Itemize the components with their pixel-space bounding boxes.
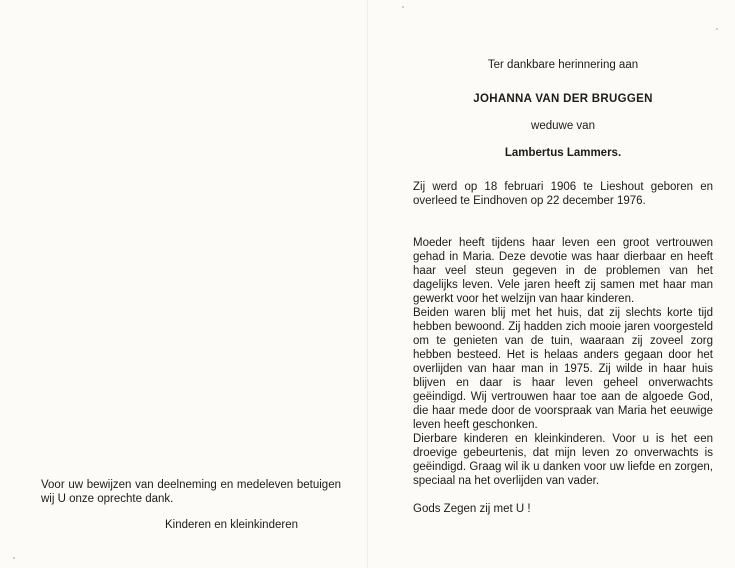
birth-death-text: Zij werd op 18 februari 1906 te Lieshout geboren en overleed te Eindhoven op 22 december 1976. [413, 181, 713, 207]
signature: Kinderen en kleinkinderen [165, 519, 298, 531]
bio-paragraph: Dierbare kinderen en kleinkinderen. Voor u is het een droevige gebeurtenis, dat mijn leven zo onverwachts is geëindigd. Graag wil ik u danken voor uw liefde en zorgen, speciaal na het overlijden van vader. [413, 433, 713, 487]
deceased-name: JOHANNA VAN DER BRUGGEN [473, 93, 653, 105]
paper-speck [402, 6, 404, 8]
intro-text: Ter dankbare herinnering aan [487, 59, 639, 71]
paper-speck [716, 28, 718, 30]
card-fold [367, 0, 368, 568]
left-panel [41, 478, 341, 532]
husband-name: Lambertus Lammers. [504, 147, 622, 159]
widow-text: weduwe van [531, 120, 595, 132]
bio-paragraph: Beiden waren blij met het huis, dat zij slechts korte tijd hebben bewoond. Zij hadden zich mooie jaren voorgesteld om te genieten van de tuin, waaraan zij zoveel zorg hebben besteed. Het is helaas anders gegaan door het overlijden van haar man in 1975. Zij wilde in haar huis blijven en daar is haar leven geheel onverwachts geëindigd. Wij vertrouwen haar toe aan de algoede God, die haar mede door de voorspraak van Maria het eeuwige leven heeft geschonken. [413, 307, 713, 431]
biography [413, 236, 713, 488]
bio-paragraph: Moeder heeft tijdens haar leven een groot vertrouwen gehad in Maria. Deze devotie was haar dierbaar en heeft haar veel steun gegeven in de problemen van het dagelijks leven. Vele jaren heeft zij samen met haar man gewerkt voor het welzijn van haar kinderen. [413, 237, 713, 305]
thanks-text: Voor uw bewijzen van deelneming en medeleven betuigen wij U onze oprechte dank. [41, 479, 341, 505]
right-panel [413, 58, 713, 516]
blessing-text: Gods Zegen zij met U ! [413, 503, 531, 515]
paper-speck [13, 557, 15, 559]
